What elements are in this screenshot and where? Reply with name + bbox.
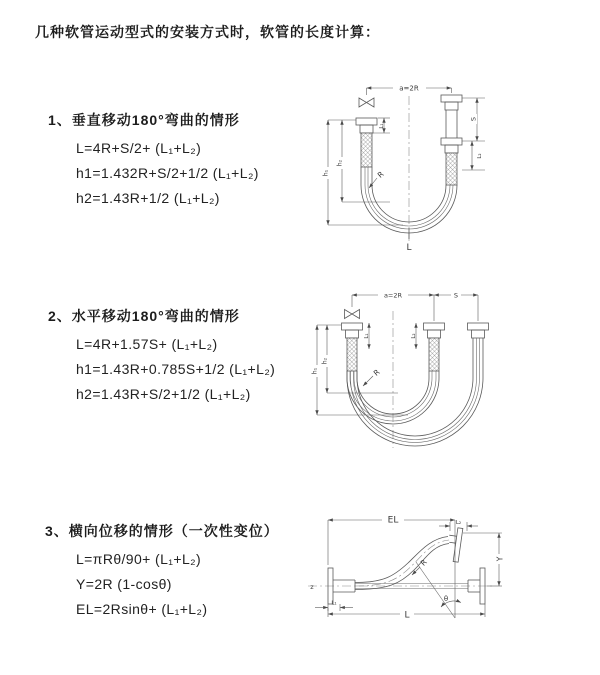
braided-hose-left (361, 133, 372, 167)
dim-s-label: S (453, 291, 459, 300)
dim-a2r-label: a=2R (383, 291, 403, 300)
radius-label (372, 367, 382, 377)
dim-h2 (319, 355, 329, 367)
section2-formula-h1: h1=1.43R+0.785S+1/2 (L₁+L₂) (76, 361, 276, 377)
centerline-mark: z (310, 583, 314, 591)
svg-text:L₁: L₁ (364, 333, 370, 339)
svg-text:R: R (375, 169, 386, 180)
section1-formula-L: L=4R+S/2+ (L₁+L₂) (76, 140, 202, 156)
right-fitting-moved (468, 323, 489, 338)
radius-construction-line (416, 562, 455, 618)
angle-label: θ (443, 595, 449, 603)
svg-text:h₂: h₂ (336, 159, 344, 167)
section1-heading: 1、垂直移动180°弯曲的情形 (48, 112, 240, 128)
dim-l2 (411, 333, 417, 338)
section1-formula-h1: h1=1.432R+S/2+1/2 (L₁+L₂) (76, 165, 259, 181)
section3-heading: 3、横向位移的情形（一次性变位） (45, 523, 279, 539)
diagram-lateral-displacement (300, 505, 600, 645)
valve-icon (345, 310, 360, 319)
diagram-vertical-180-bend (285, 78, 565, 253)
dim-h2 (334, 157, 344, 169)
section3-formula-Y: Y=2R (1-cosθ) (76, 576, 172, 592)
right-fitting-lower (441, 138, 462, 153)
radius-leader (363, 376, 373, 386)
valve-icon (359, 98, 374, 107)
radius-leader (369, 178, 377, 188)
dim-l2-label: L₂ (455, 520, 462, 526)
dim-l2 (477, 153, 483, 158)
dim-l1 (364, 333, 370, 338)
svg-text:h₁: h₁ (322, 169, 330, 177)
diagram-horizontal-180-bend (303, 283, 588, 455)
dim-h1 (320, 167, 330, 179)
left-fitting (356, 118, 377, 133)
left-fitting (342, 323, 363, 338)
right-flange-displaced (446, 527, 463, 562)
svg-text:R: R (418, 557, 429, 568)
dim-el-label: EL (387, 515, 399, 526)
section3-formula-EL: EL=2Rsinθ+ (L₁+L₂) (76, 601, 208, 617)
svg-text:S: S (469, 116, 478, 122)
dim-y (494, 554, 505, 564)
radius-label (376, 169, 386, 179)
svg-text:L₂: L₂ (411, 333, 417, 339)
braided-hose-left (347, 338, 357, 371)
section1-formula-h2: h2=1.43R+1/2 (L₁+L₂) (76, 190, 220, 206)
page-title: 几种软管运动型式的安装方式时，软管的长度计算： (35, 24, 380, 40)
dim-a2r-label: a=2R (399, 84, 419, 93)
hose-u-large (347, 338, 483, 446)
dim-l-label: L (404, 610, 410, 621)
dim-l1 (379, 123, 385, 128)
svg-text:L₂: L₂ (477, 153, 483, 159)
svg-text:L₁: L₁ (379, 123, 385, 129)
svg-text:R: R (371, 367, 382, 378)
section2-heading: 2、水平移动180°弯曲的情形 (48, 308, 240, 324)
right-fitting-upper (441, 95, 462, 138)
length-label: L (406, 243, 412, 253)
svg-text:Y: Y (495, 556, 505, 562)
dim-s (468, 114, 478, 124)
displaced-hose-curve (355, 537, 449, 590)
braided-hose-right (446, 153, 457, 185)
radius-label (419, 558, 429, 568)
dim-h1 (309, 365, 319, 377)
section2-formula-h2: h2=1.43R+S/2+1/2 (L₁+L₂) (76, 386, 251, 402)
section2-formula-L: L=4R+1.57S+ (L₁+L₂) (76, 336, 218, 352)
svg-text:h₁: h₁ (311, 367, 319, 375)
section3-formula-L: L=πRθ/90+ (L₁+L₂) (76, 551, 202, 567)
dim-l1-label: L₁ (331, 600, 337, 607)
braided-hose-middle (429, 338, 439, 371)
middle-fitting (424, 323, 445, 338)
svg-text:h₂: h₂ (321, 357, 329, 365)
